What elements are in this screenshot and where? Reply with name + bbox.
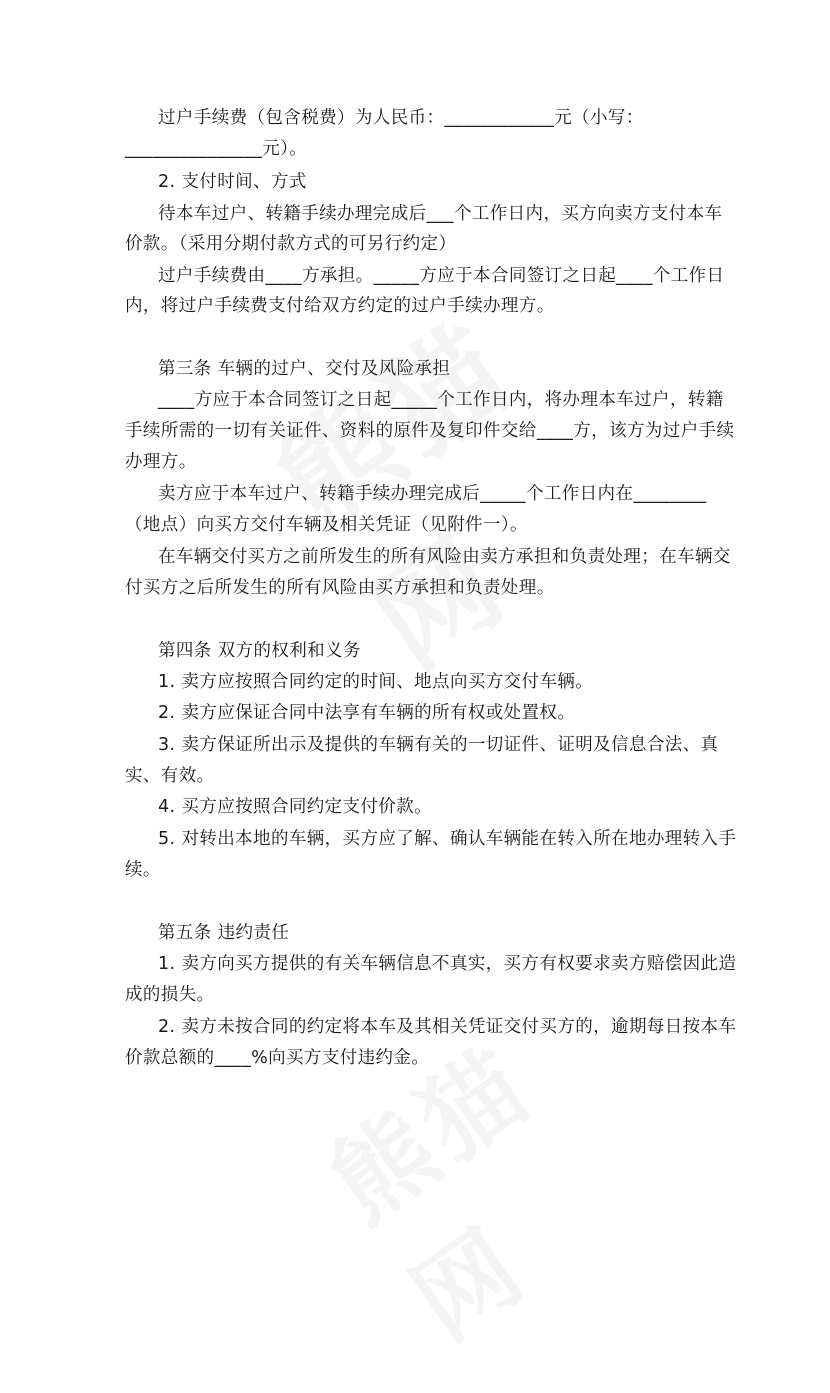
paragraph-line: 过户手续费由____方承担。_____方应于本合同签订之日起____个工作日 bbox=[158, 266, 725, 286]
list-item: 1. 卖方应按照合同约定的时间、地点向买方交付车辆。 bbox=[158, 672, 594, 692]
fee-amount-line-cont: _______________元）。 bbox=[125, 139, 308, 159]
article-3-heading: 第三条 车辆的过户、交付及风险承担 bbox=[158, 359, 451, 379]
section-heading: 2. 支付时间、方式 bbox=[158, 172, 307, 192]
list-item: 2. 卖方应保证合同中法享有车辆的所有权或处置权。 bbox=[158, 703, 576, 723]
paragraph-line: （地点）向买方交付车辆及相关凭证（见附件一）。 bbox=[125, 515, 528, 535]
watermark bbox=[297, 947, 743, 1393]
paragraph-line: 卖方应于本车过户、转籍手续办理完成后_____个工作日内在________ bbox=[158, 484, 707, 504]
article-5-heading: 第五条 违约责任 bbox=[158, 923, 290, 943]
list-item: 5. 对转出本地的车辆，买方应了解、确认车辆能在转入所在地办理转入手 bbox=[158, 829, 737, 849]
paragraph-line: 价款。（采用分期付款方式的可另行约定） bbox=[125, 234, 457, 254]
paragraph-line: 在车辆交付买方之前所发生的所有风险由卖方承担和负责处理；在车辆交 bbox=[158, 547, 731, 567]
list-item-cont: 价款总额的____%向买方支付违约金。 bbox=[125, 1048, 430, 1068]
paragraph-line: 手续所需的一切有关证件、资料的原件及复印件交给____方，该方为过户手续 bbox=[125, 421, 735, 441]
paragraph-line: 内，将过户手续费支付给双方约定的过户手续办理方。 bbox=[125, 296, 555, 316]
paragraph-line: 付买方之后所发生的所有风险由买方承担和负责处理。 bbox=[125, 578, 555, 598]
list-item: 4. 买方应按照合同约定支付价款。 bbox=[158, 797, 433, 817]
list-item: 2. 卖方未按合同的约定将本车及其相关凭证交付买方的，逾期每日按本车 bbox=[158, 1017, 737, 1037]
list-item: 3. 卖方保证所出示及提供的车辆有关的一切证件、证明及信息合法、真 bbox=[158, 735, 719, 755]
list-item-cont: 续。 bbox=[125, 860, 161, 880]
fee-amount-line: 过户手续费（包含税费）为人民币：____________元（小写： bbox=[158, 108, 644, 128]
paragraph-line: 办理方。 bbox=[125, 452, 197, 472]
paragraph-line: ____方应于本合同签订之日起_____个工作日内，将办理本车过户，转籍 bbox=[158, 390, 724, 410]
paragraph-line: 待本车过户、转籍手续办理完成后___个工作日内，买方向卖方支付本车 bbox=[158, 204, 723, 224]
list-item: 1. 卖方向买方提供的有关车辆信息不真实，买方有权要求卖方赔偿因此造 bbox=[158, 954, 737, 974]
list-item-cont: 实、有效。 bbox=[125, 766, 215, 786]
article-4-heading: 第四条 双方的权利和义务 bbox=[158, 641, 361, 661]
list-item-cont: 成的损失。 bbox=[125, 985, 215, 1005]
